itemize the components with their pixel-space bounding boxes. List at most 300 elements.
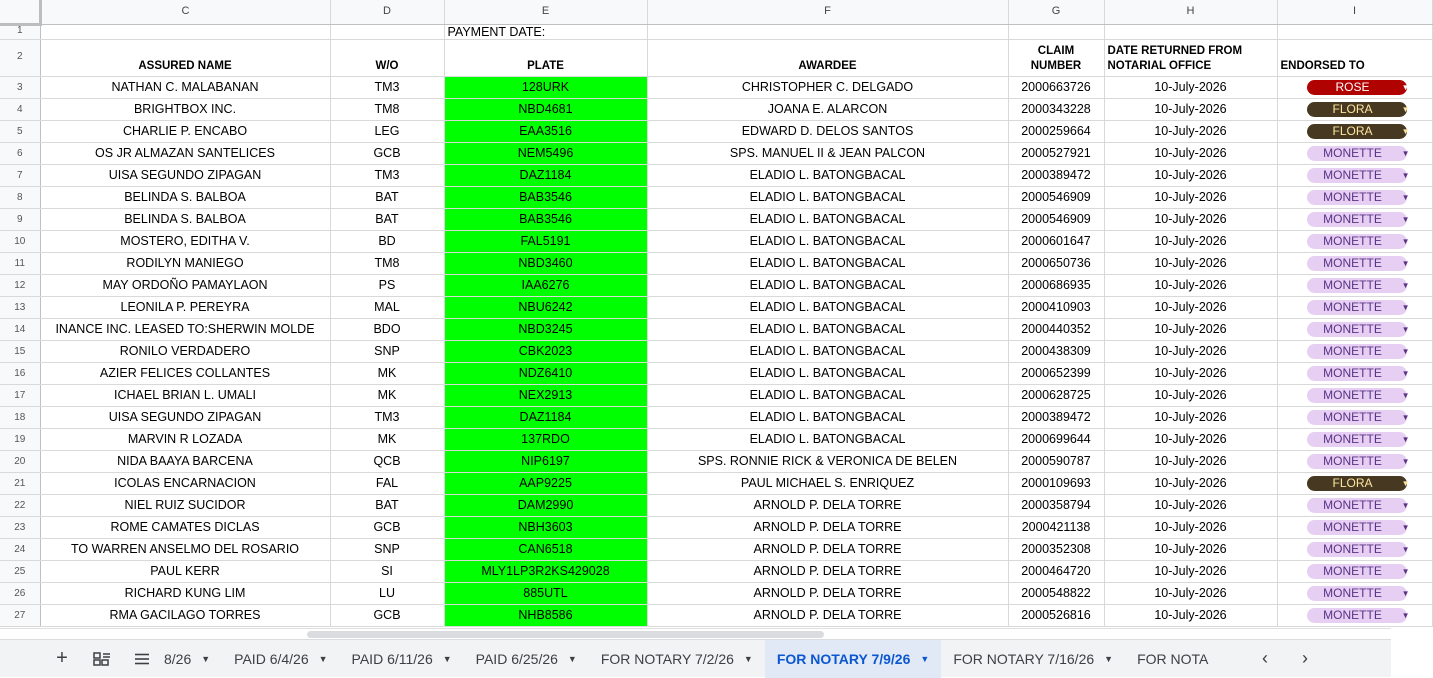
plate-cell[interactable]: 885UTL [444,582,647,604]
endorsed-to-cell[interactable] [1277,384,1432,406]
sheet-tab[interactable] [340,640,464,678]
endorsed-chip[interactable] [1307,519,1410,535]
caret-down-icon[interactable]: ▼ [1401,82,1410,92]
endorsed-chip[interactable] [1307,431,1410,447]
wo-cell[interactable]: GCB [330,604,444,626]
cell[interactable] [1008,24,1104,39]
claim-number-cell[interactable]: 2000686935 [1008,274,1104,296]
caret-down-icon[interactable]: ▼ [1401,566,1410,576]
claim-number-cell[interactable]: 2000546909 [1008,186,1104,208]
cell[interactable] [330,24,444,39]
endorsed-to-cell[interactable] [1277,560,1432,582]
table-row [0,98,1432,120]
header-claim-number[interactable]: CLAIM NUMBER [1008,39,1104,76]
column-header-g[interactable]: G [1008,0,1104,24]
endorsed-chip[interactable] [1307,167,1410,183]
claim-number-cell[interactable]: 2000389472 [1008,406,1104,428]
date-returned-cell[interactable]: 10-July-2026 [1104,582,1277,604]
assured-name-cell[interactable]: PAUL KERR [40,560,330,582]
date-returned-cell[interactable]: 10-July-2026 [1104,98,1277,120]
assured-name-cell[interactable]: AZIER FELICES COLLANTES [40,362,330,384]
caret-down-icon[interactable]: ▼ [1401,126,1410,136]
plate-cell[interactable]: AAP9225 [444,472,647,494]
caret-down-icon[interactable]: ▼ [1401,280,1410,290]
claim-number-cell[interactable]: 2000601647 [1008,230,1104,252]
assured-name-cell[interactable]: TO WARREN ANSELMO DEL ROSARIO [40,538,330,560]
awardee-cell[interactable]: SPS. RONNIE RICK & VERONICA DE BELEN [647,450,1008,472]
endorsed-chip[interactable] [1307,101,1410,117]
endorsed-to-cell[interactable] [1277,340,1432,362]
caret-down-icon[interactable]: ▼ [1401,170,1410,180]
plate-cell[interactable]: NEM5496 [444,142,647,164]
awardee-cell[interactable]: ELADIO L. BATONGBACAL [647,296,1008,318]
claim-number-cell[interactable]: 2000548822 [1008,582,1104,604]
claim-number-cell[interactable]: 2000628725 [1008,384,1104,406]
awardee-cell[interactable]: ELADIO L. BATONGBACAL [647,384,1008,406]
date-returned-cell[interactable]: 10-July-2026 [1104,428,1277,450]
column-header-e[interactable]: E [444,0,647,24]
endorsed-chip[interactable] [1307,453,1410,469]
endorsed-to-cell[interactable] [1277,516,1432,538]
awardee-cell[interactable]: ELADIO L. BATONGBACAL [647,274,1008,296]
awardee-cell[interactable]: ELADIO L. BATONGBACAL [647,208,1008,230]
plate-cell[interactable]: NEX2913 [444,384,647,406]
endorsed-chip[interactable] [1307,343,1410,359]
header-plate[interactable]: PLATE [444,39,647,76]
claim-number-cell[interactable]: 2000663726 [1008,76,1104,98]
claim-number-cell[interactable]: 2000259664 [1008,120,1104,142]
claim-number-cell[interactable]: 2000389472 [1008,164,1104,186]
date-returned-cell[interactable]: 10-July-2026 [1104,230,1277,252]
date-returned-cell[interactable]: 10-July-2026 [1104,516,1277,538]
endorsed-to-cell[interactable] [1277,318,1432,340]
endorsed-chip[interactable] [1307,387,1410,403]
endorsed-chip[interactable] [1307,233,1410,249]
caret-down-icon[interactable]: ▼ [743,653,753,664]
caret-down-icon[interactable]: ▼ [318,653,328,664]
plate-cell[interactable]: NIP6197 [444,450,647,472]
awardee-cell[interactable]: ELADIO L. BATONGBACAL [647,428,1008,450]
caret-down-icon[interactable]: ▼ [1401,346,1410,356]
row-number[interactable]: 16 [0,362,40,384]
row-number[interactable]: 13 [0,296,40,318]
row-number[interactable]: 12 [0,274,40,296]
endorsed-chip[interactable] [1307,409,1410,425]
claim-number-cell[interactable]: 2000421138 [1008,516,1104,538]
plate-cell[interactable]: NBD3245 [444,318,647,340]
date-returned-cell[interactable]: 10-July-2026 [1104,252,1277,274]
assured-name-cell[interactable]: MOSTERO, EDITHA V. [40,230,330,252]
endorsed-chip[interactable] [1307,585,1410,601]
row-number[interactable]: 1 [0,24,40,39]
endorsed-to-cell[interactable] [1277,604,1432,626]
plate-cell[interactable]: MLY1LP3R2KS429028 [444,560,647,582]
column-header-h[interactable]: H [1104,0,1277,24]
endorsed-to-cell[interactable] [1277,296,1432,318]
wo-cell[interactable]: TM3 [330,406,444,428]
caret-down-icon[interactable]: ▼ [1401,192,1410,202]
caret-down-icon[interactable]: ▼ [920,653,930,664]
plate-cell[interactable]: NDZ6410 [444,362,647,384]
caret-down-icon[interactable]: ▼ [1401,588,1410,598]
sheet-tab[interactable] [1125,640,1208,678]
claim-number-cell[interactable]: 2000109693 [1008,472,1104,494]
row-number[interactable]: 19 [0,428,40,450]
endorsed-to-cell[interactable] [1277,472,1432,494]
endorsed-chip[interactable] [1307,255,1410,271]
caret-down-icon[interactable]: ▼ [1401,434,1410,444]
claim-number-cell[interactable]: 2000652399 [1008,362,1104,384]
plate-cell[interactable]: BAB3546 [444,208,647,230]
row-number[interactable]: 23 [0,516,40,538]
row-number[interactable]: 4 [0,98,40,120]
caret-down-icon[interactable]: ▼ [1401,148,1410,158]
column-header-c[interactable]: C [40,0,330,24]
row-number[interactable]: 25 [0,560,40,582]
row-number[interactable]: 24 [0,538,40,560]
column-header-d[interactable]: D [330,0,444,24]
table-row [0,318,1432,340]
row-number[interactable]: 17 [0,384,40,406]
plate-cell[interactable]: NBH3603 [444,516,647,538]
row-number[interactable]: 26 [0,582,40,604]
sheet-tab[interactable] [464,640,589,678]
row-number[interactable]: 6 [0,142,40,164]
endorsed-chip[interactable] [1307,365,1410,381]
column-header-f[interactable]: F [647,0,1008,24]
caret-down-icon[interactable]: ▼ [1401,258,1410,268]
wo-cell[interactable]: TM8 [330,98,444,120]
claim-number-cell[interactable]: 2000546909 [1008,208,1104,230]
date-returned-cell[interactable]: 10-July-2026 [1104,274,1277,296]
chip-label: MONETTE [1323,453,1382,468]
claim-number-cell[interactable]: 2000440352 [1008,318,1104,340]
caret-down-icon[interactable]: ▼ [1401,214,1410,224]
date-returned-cell[interactable]: 10-July-2026 [1104,120,1277,142]
date-returned-cell[interactable]: 10-July-2026 [1104,538,1277,560]
plate-cell[interactable]: CBK2023 [444,340,647,362]
caret-down-icon[interactable]: ▼ [1401,544,1410,554]
wo-cell[interactable]: GCB [330,516,444,538]
caret-down-icon[interactable]: ▼ [1401,456,1410,466]
plate-cell[interactable]: DAZ1184 [444,164,647,186]
endorsed-chip[interactable] [1307,541,1410,557]
sheet-tab[interactable] [222,640,339,678]
claim-number-cell[interactable]: 2000410903 [1008,296,1104,318]
payment-date-cell[interactable] [444,24,647,39]
assured-name-cell[interactable]: RICHARD KUNG LIM [40,582,330,604]
wo-cell[interactable]: MK [330,362,444,384]
assured-name-cell[interactable]: UISA SEGUNDO ZIPAGAN [40,406,330,428]
wo-cell[interactable]: TM3 [330,76,444,98]
endorsed-to-cell[interactable] [1277,230,1432,252]
assured-name-cell[interactable]: BELINDA S. BALBOA [40,208,330,230]
endorsed-to-cell[interactable] [1277,164,1432,186]
endorsed-chip[interactable] [1307,563,1410,579]
sheet-tab[interactable] [765,640,941,678]
wo-cell[interactable]: SNP [330,340,444,362]
assured-name-cell[interactable]: LEONILA P. PEREYRA [40,296,330,318]
date-returned-cell[interactable]: 10-July-2026 [1104,142,1277,164]
endorsed-to-cell[interactable] [1277,428,1432,450]
all-sheets-menu-icon[interactable] [122,640,162,678]
wo-cell[interactable]: BDO [330,318,444,340]
row-number[interactable]: 11 [0,252,40,274]
row-number[interactable]: 21 [0,472,40,494]
endorsed-to-cell[interactable] [1277,494,1432,516]
endorsed-chip[interactable] [1307,189,1410,205]
header-awardee[interactable]: AWARDEE [647,39,1008,76]
endorsed-to-cell[interactable] [1277,208,1432,230]
awardee-cell[interactable]: ELADIO L. BATONGBACAL [647,252,1008,274]
date-returned-cell[interactable]: 10-July-2026 [1104,164,1277,186]
sheets-list-icon[interactable] [82,640,122,678]
endorsed-chip[interactable] [1307,475,1410,491]
awardee-cell[interactable]: ARNOLD P. DELA TORRE [647,604,1008,626]
assured-name-cell[interactable]: MARVIN R LOZADA [40,428,330,450]
row-number[interactable]: 18 [0,406,40,428]
assured-name-cell[interactable]: NIDA BAAYA BARCENA [40,450,330,472]
wo-cell[interactable]: LEG [330,120,444,142]
endorsed-chip[interactable] [1307,607,1410,623]
wo-cell[interactable]: LU [330,582,444,604]
date-returned-cell[interactable]: 10-July-2026 [1104,450,1277,472]
endorsed-chip[interactable] [1307,79,1410,95]
endorsed-to-cell[interactable] [1277,186,1432,208]
scrollbar-thumb[interactable] [307,631,824,638]
caret-down-icon[interactable]: ▼ [1401,236,1410,246]
assured-name-cell[interactable]: BELINDA S. BALBOA [40,186,330,208]
endorsed-to-cell[interactable] [1277,76,1432,98]
wo-cell[interactable]: FAL [330,472,444,494]
endorsed-to-cell[interactable] [1277,362,1432,384]
plate-cell[interactable]: CAN6518 [444,538,647,560]
wo-cell[interactable]: BAT [330,186,444,208]
endorsed-to-cell[interactable] [1277,120,1432,142]
assured-name-cell[interactable]: UISA SEGUNDO ZIPAGAN [40,164,330,186]
plate-cell[interactable]: 128URK [444,76,647,98]
plate-cell[interactable]: NBD3460 [444,252,647,274]
endorsed-chip[interactable] [1307,211,1410,227]
plate-cell[interactable]: NBD4681 [444,98,647,120]
awardee-cell[interactable]: ELADIO L. BATONGBACAL [647,186,1008,208]
horizontal-scrollbar[interactable] [0,628,1391,639]
endorsed-to-cell[interactable] [1277,450,1432,472]
cell[interactable] [40,24,330,39]
row-number[interactable]: 20 [0,450,40,472]
wo-cell[interactable]: QCB [330,450,444,472]
awardee-cell[interactable]: ELADIO L. BATONGBACAL [647,230,1008,252]
wo-cell[interactable]: MAL [330,296,444,318]
assured-name-cell[interactable]: MAY ORDOÑO PAMAYLAON [40,274,330,296]
plate-cell[interactable]: EAA3516 [444,120,647,142]
claim-number-cell[interactable]: 2000527921 [1008,142,1104,164]
wo-cell[interactable]: SI [330,560,444,582]
caret-down-icon[interactable]: ▼ [1401,412,1410,422]
awardee-cell[interactable]: CHRISTOPHER C. DELGADO [647,76,1008,98]
claim-number-cell[interactable]: 2000464720 [1008,560,1104,582]
assured-name-cell[interactable]: ICHAEL BRIAN L. UMALI [40,384,330,406]
date-returned-cell[interactable]: 10-July-2026 [1104,494,1277,516]
endorsed-chip[interactable] [1307,277,1410,293]
date-returned-cell[interactable]: 10-July-2026 [1104,604,1277,626]
endorsed-to-cell[interactable] [1277,274,1432,296]
row-number[interactable]: 10 [0,230,40,252]
plus-icon[interactable]: + [56,647,68,669]
caret-down-icon[interactable]: ▼ [1104,653,1114,664]
plate-cell[interactable]: DAZ1184 [444,406,647,428]
awardee-cell[interactable]: ARNOLD P. DELA TORRE [647,582,1008,604]
caret-down-icon[interactable]: ▼ [1401,368,1410,378]
endorsed-chip[interactable] [1307,497,1410,513]
wo-cell[interactable]: TM8 [330,252,444,274]
date-returned-cell[interactable]: 10-July-2026 [1104,406,1277,428]
row-number[interactable]: 5 [0,120,40,142]
cell[interactable] [647,24,1008,39]
row-number[interactable]: 9 [0,208,40,230]
sheet-tab[interactable] [941,640,1125,678]
endorsed-chip[interactable] [1307,123,1410,139]
date-returned-cell[interactable]: 10-July-2026 [1104,340,1277,362]
select-all-corner[interactable] [0,0,40,24]
awardee-cell[interactable]: ELADIO L. BATONGBACAL [647,318,1008,340]
plate-cell[interactable]: NBU6242 [444,296,647,318]
wo-cell[interactable]: BAT [330,494,444,516]
endorsed-chip[interactable] [1307,299,1410,315]
awardee-cell[interactable]: ELADIO L. BATONGBACAL [647,340,1008,362]
endorsed-chip[interactable] [1307,145,1410,161]
endorsed-chip[interactable] [1307,321,1410,337]
claim-number-cell[interactable]: 2000343228 [1008,98,1104,120]
date-returned-cell[interactable]: 10-July-2026 [1104,76,1277,98]
date-returned-cell[interactable]: 10-July-2026 [1104,560,1277,582]
caret-down-icon[interactable]: ▼ [442,653,452,664]
chevron-left-icon[interactable]: ‹ [1262,648,1268,668]
claim-number-cell[interactable]: 2000438309 [1008,340,1104,362]
claim-number-cell[interactable]: 2000526816 [1008,604,1104,626]
caret-down-icon[interactable]: ▼ [1401,500,1410,510]
awardee-cell[interactable]: ARNOLD P. DELA TORRE [647,516,1008,538]
assured-name-cell[interactable]: RODILYN MANIEGO [40,252,330,274]
caret-down-icon[interactable]: ▼ [1401,104,1410,114]
assured-name-cell[interactable]: BRIGHTBOX INC. [40,98,330,120]
date-returned-cell[interactable]: 10-July-2026 [1104,362,1277,384]
row-number[interactable]: 2 [0,39,40,76]
endorsed-to-cell[interactable] [1277,142,1432,164]
header-wo[interactable]: W/O [330,39,444,76]
awardee-cell[interactable]: ELADIO L. BATONGBACAL [647,406,1008,428]
wo-cell[interactable]: TM3 [330,164,444,186]
plate-cell[interactable]: FAL5191 [444,230,647,252]
caret-down-icon[interactable]: ▼ [1401,324,1410,334]
awardee-cell[interactable]: EDWARD D. DELOS SANTOS [647,120,1008,142]
claim-number-cell[interactable]: 2000352308 [1008,538,1104,560]
header-endorsed-to[interactable]: ENDORSED TO [1277,39,1432,76]
caret-down-icon[interactable]: ▼ [567,653,577,664]
row-number[interactable]: 15 [0,340,40,362]
awardee-cell[interactable]: PAUL MICHAEL S. ENRIQUEZ [647,472,1008,494]
header-assured-name[interactable]: ASSURED NAME [40,39,330,76]
caret-down-icon[interactable]: ▼ [1401,522,1410,532]
plate-cell[interactable]: IAA6276 [444,274,647,296]
plate-cell[interactable]: DAM2990 [444,494,647,516]
assured-name-cell[interactable]: CHARLIE P. ENCABO [40,120,330,142]
sheet-tab[interactable] [589,640,765,678]
header-date-returned[interactable]: DATE RETURNED FROM NOTARIAL OFFICE [1104,39,1277,76]
assured-name-cell[interactable]: INANCE INC. LEASED TO:SHERWIN MOLDE [40,318,330,340]
caret-down-icon[interactable]: ▼ [201,653,211,664]
endorsed-to-cell[interactable] [1277,252,1432,274]
wo-cell[interactable]: SNP [330,538,444,560]
wo-cell[interactable]: PS [330,274,444,296]
wo-cell[interactable]: BAT [330,208,444,230]
endorsed-to-cell[interactable] [1277,538,1432,560]
row-number[interactable]: 22 [0,494,40,516]
assured-name-cell[interactable]: RMA GACILAGO TORRES [40,604,330,626]
awardee-cell[interactable]: JOANA E. ALARCON [647,98,1008,120]
awardee-cell[interactable]: ARNOLD P. DELA TORRE [647,494,1008,516]
assured-name-cell[interactable]: OS JR ALMAZAN SANTELICES [40,142,330,164]
assured-name-cell[interactable]: NIEL RUIZ SUCIDOR [40,494,330,516]
endorsed-to-cell[interactable] [1277,98,1432,120]
row-number[interactable]: 3 [0,76,40,98]
sheet-tab[interactable] [162,640,222,678]
awardee-cell[interactable]: ARNOLD P. DELA TORRE [647,538,1008,560]
wo-cell[interactable]: MK [330,384,444,406]
plate-cell[interactable]: 137RDO [444,428,647,450]
plate-cell[interactable]: NHB8586 [444,604,647,626]
endorsed-to-cell[interactable] [1277,406,1432,428]
row-number[interactable]: 8 [0,186,40,208]
row-number[interactable]: 14 [0,318,40,340]
table-row [0,472,1432,494]
row-number[interactable]: 7 [0,164,40,186]
cell[interactable] [1104,24,1277,39]
wo-cell[interactable]: BD [330,230,444,252]
claim-number-cell[interactable]: 2000358794 [1008,494,1104,516]
caret-down-icon[interactable]: ▼ [1401,302,1410,312]
date-returned-cell[interactable]: 10-July-2026 [1104,208,1277,230]
awardee-cell[interactable]: SPS. MANUEL II & JEAN PALCON [647,142,1008,164]
caret-down-icon[interactable]: ▼ [1401,610,1410,620]
assured-name-cell[interactable]: ROME CAMATES DICLAS [40,516,330,538]
caret-down-icon[interactable]: ▼ [1401,390,1410,400]
assured-name-cell[interactable]: ICOLAS ENCARNACION [40,472,330,494]
awardee-cell[interactable]: ARNOLD P. DELA TORRE [647,560,1008,582]
date-returned-cell[interactable]: 10-July-2026 [1104,384,1277,406]
assured-name-cell[interactable]: NATHAN C. MALABANAN [40,76,330,98]
row-number[interactable]: 27 [0,604,40,626]
caret-down-icon[interactable]: ▼ [1401,478,1410,488]
date-returned-cell[interactable]: 10-July-2026 [1104,318,1277,340]
wo-cell[interactable]: MK [330,428,444,450]
awardee-cell[interactable]: ELADIO L. BATONGBACAL [647,362,1008,384]
plate-cell[interactable]: BAB3546 [444,186,647,208]
endorsed-to-cell[interactable] [1277,582,1432,604]
claim-number-cell[interactable]: 2000590787 [1008,450,1104,472]
assured-name-cell[interactable]: RONILO VERDADERO [40,340,330,362]
awardee-cell[interactable]: ELADIO L. BATONGBACAL [647,164,1008,186]
claim-number-cell[interactable]: 2000650736 [1008,252,1104,274]
claim-number-cell[interactable]: 2000699644 [1008,428,1104,450]
date-returned-cell[interactable]: 10-July-2026 [1104,472,1277,494]
cell[interactable] [1277,24,1432,39]
wo-cell[interactable]: GCB [330,142,444,164]
date-returned-cell[interactable]: 10-July-2026 [1104,186,1277,208]
chevron-right-icon[interactable]: › [1302,648,1308,668]
date-returned-cell[interactable]: 10-July-2026 [1104,296,1277,318]
column-header-i[interactable]: I [1277,0,1432,24]
